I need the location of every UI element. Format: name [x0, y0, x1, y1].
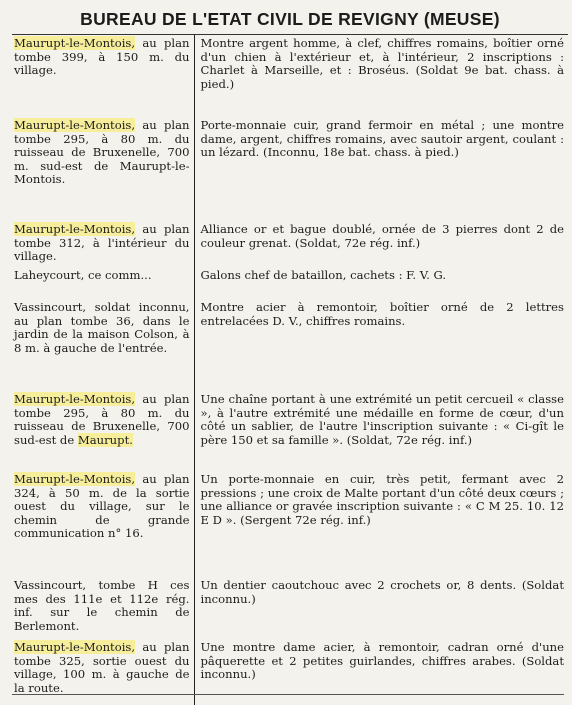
effects-description: Une montre dame acier, à remontoir, cadran orné d'une pâquerette et 2 petites guirlandes, chiffres arabes. (Soldat inconnu.) [200, 640, 564, 682]
highlighted-place-name: Maurupt-le-Montois, [14, 472, 136, 486]
location-text: au plan tombe 295, à 80 m. du ruisseau de Bruxenelle, 700 m. sud-est de Maurupt-le-Montois. [14, 118, 190, 187]
highlighted-place-name: Maurupt-le-Montois, [14, 36, 136, 50]
location-text: Vassincourt, soldat inconnu, au plan tombe 36, dans le jardin de la maison Colson, à 8 m. à gauche de l'entrée. [14, 300, 190, 355]
burial-location [8, 471, 194, 577]
effects-description: Galons chef de bataillon, cachets : F. V. G. [200, 268, 447, 282]
location-text: au plan 324, à 50 m. de la sortie ouest du village, sur le chemin de grande communication n° 16. [14, 472, 190, 541]
effects-description: Montre acier à remontoir, boîtier orné de 2 lettres entrelacées D. V., chiffres romains. [200, 300, 564, 328]
registry-row [8, 577, 568, 639]
location-text: au plan tombe 399, à 150 m. du village. [14, 36, 190, 78]
registry-row [8, 639, 568, 705]
highlighted-place-name: Maurupt-le-Montois, [14, 392, 136, 406]
registry-row [8, 35, 568, 117]
burial-location [8, 267, 194, 299]
highlighted-place-name: Maurupt. [77, 432, 133, 447]
burial-location [8, 35, 194, 117]
burial-location [8, 299, 194, 391]
highlighted-place-name: Maurupt-le-Montois, [14, 640, 136, 654]
civil-registry-table [8, 35, 568, 705]
burial-location [8, 117, 194, 221]
effects-description: Alliance or et bague doublé, ornée de 3 pierres dont 2 de couleur grenat. (Soldat, 72e rég. inf.) [200, 222, 564, 250]
effects-description: Un porte-monnaie en cuir, très petit, fermant avec 2 pressions ; une croix de Malte portant d'un côté deux cœurs ; une alliance or gravée inscription suivante : « C M 25. 10. 12 E D ». (Sergent 72e rég. inf.) [200, 472, 564, 527]
burial-location [8, 639, 194, 705]
page-title: BUREAU DE L'ETAT CIVIL DE REVIGNY (MEUSE) [12, 4, 568, 35]
bottom-rule [12, 694, 564, 695]
registry-row [8, 471, 568, 577]
location-text: au plan tombe 312, à l'intérieur du village. [14, 222, 190, 264]
registry-row [8, 299, 568, 391]
effects-description: Montre argent homme, à clef, chiffres romains, boîtier orné d'un chien à l'extérieur et, à l'intérieur, 2 inscriptions : Charlet à Marseille, et : Broséus. (Soldat 9e bat. chass. à pied.) [200, 36, 564, 91]
effects-description: Porte-monnaie cuir, grand fermoir en métal ; une montre dame, argent, chiffres romains, avec sautoir argent, coulant : un lézard. (Inconnu, 18e bat. chass. à pied.) [200, 118, 564, 160]
registry-rows [8, 35, 568, 705]
burial-location [8, 221, 194, 267]
registry-row [8, 221, 568, 267]
location-text: Laheycourt, ce comm... [14, 268, 152, 282]
location-text: au plan tombe 295, à 80 m. du ruisseau de Bruxenelle, 700 sud-est de [14, 392, 190, 447]
highlighted-place-name: Maurupt-le-Montois, [14, 118, 136, 132]
registry-row [8, 117, 568, 221]
burial-location [8, 391, 194, 471]
registry-row [8, 267, 568, 299]
location-text: au plan tombe 325, sortie ouest du village, 100 m. à gauche de la route. [14, 640, 190, 695]
highlighted-place-name: Maurupt-le-Montois, [14, 222, 136, 236]
burial-location [8, 577, 194, 639]
registry-row [8, 391, 568, 471]
effects-description: Une chaîne portant à une extrémité un petit cercueil « classe », à l'autre extrémité une médaille en forme de cœur, d'un côté un sablier, de l'autre l'inscription suivante : « Ci-gît le père 150 et sa famille ». (Soldat, 72e rég. inf.) [200, 392, 564, 447]
location-text: Vassincourt, tombe H ces mes des 111e et 112e rég. inf. sur le chemin de Berlemont. [14, 578, 190, 633]
effects-description: Un dentier caoutchouc avec 2 crochets or, 8 dents. (Soldat inconnu.) [200, 578, 564, 606]
